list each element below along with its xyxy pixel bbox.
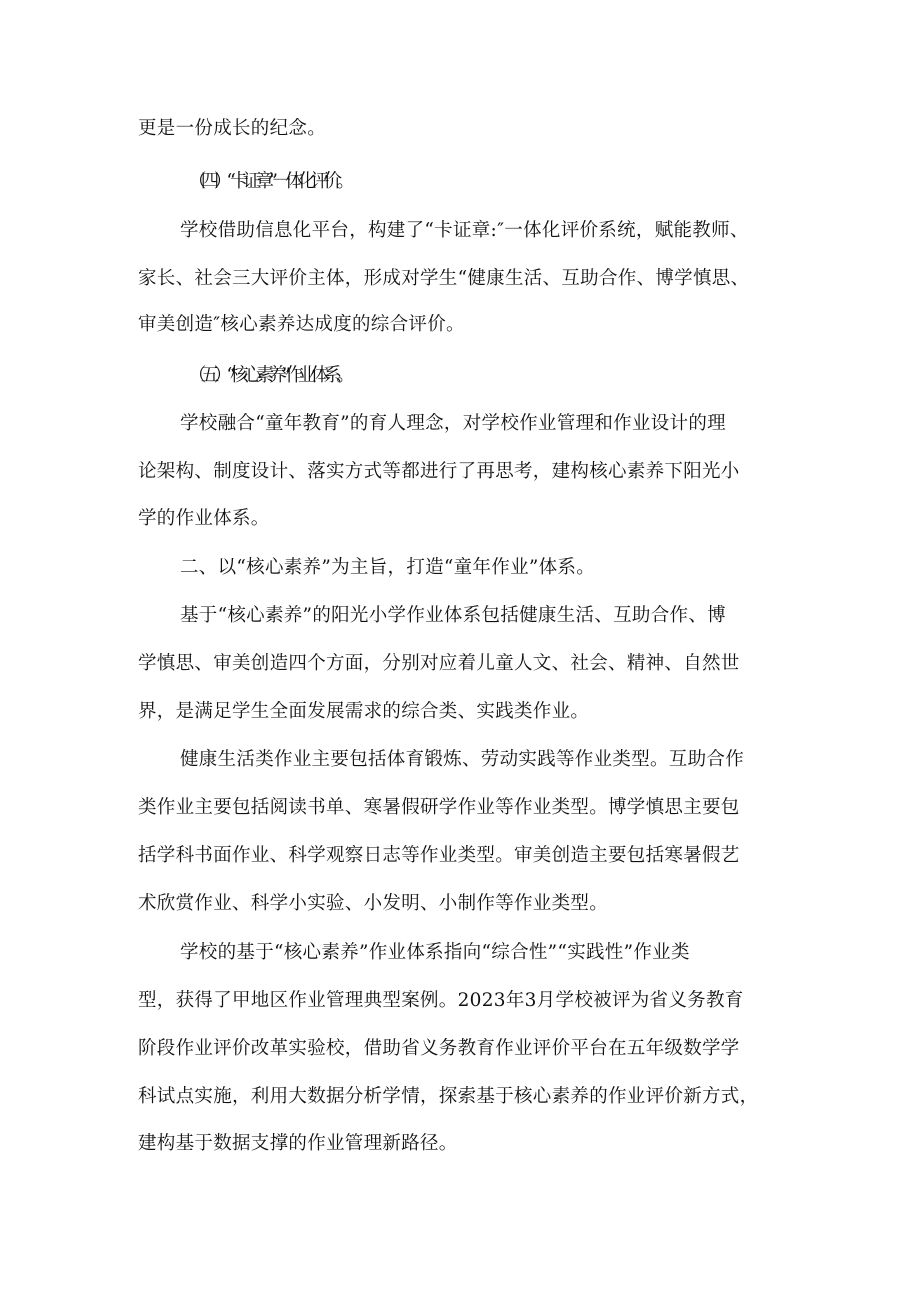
- text-line: 学校的基于“核心素养”作业体系指向“综合性”“实践性”作业类: [180, 942, 690, 963]
- text-line: 更是一份成长的纪念。: [138, 118, 327, 139]
- text-line: 括学科书面作业、科学观察日志等作业类型。审美创造主要包括寒暑假艺: [138, 845, 740, 866]
- text-line: 基于“核心素养”的阳光小学作业体系包括健康生活、互助合作、博: [180, 605, 726, 626]
- text-line: 审美创造″核心素养达成度的综合评价。: [138, 314, 465, 335]
- text-line: 建构基于数据支撑的作业管理新路径。: [138, 1133, 458, 1154]
- text-line: 科试点实施，利用大数据分析学情，探索基于核心素养的作业评价新方式，: [138, 1086, 759, 1107]
- text-line: 学校融合“童年教育”的育人理念，对学校作业管理和作业设计的理: [180, 413, 726, 434]
- section-heading: （五）“核心素养”作业体系。: [188, 365, 350, 386]
- text-line: 型，获得了甲地区作业管理典型案例。2023年3月学校被评为省义务教育: [138, 990, 744, 1011]
- text-line: 学的作业体系。: [138, 508, 270, 529]
- text-line: 论架构、制度设计、落实方式等都进行了再思考，建构核心素养下阳光小: [138, 461, 740, 482]
- text-line: 阶段作业评价改革实验校，借助省义务教育作业评价平台在五年级数学学: [138, 1038, 740, 1059]
- text-line: 家长、社会三大评价主体，形成对学生“健康生活、互助合作、博学慎思、: [138, 268, 750, 289]
- section-heading: （四）“卡证章”一体化评价。: [188, 171, 350, 192]
- section-heading: 二、以“核心素养”为主旨，打造“童年作业”体系。: [180, 557, 596, 578]
- text-line: 界，是满足学生全面发展需求的综合类、实践类作业。: [138, 701, 590, 722]
- text-line: 类作业主要包括阅读书单、寒暑假研学作业等作业类型。博学慎思主要包: [138, 797, 740, 818]
- text-line: 学慎思、审美创造四个方面，分别对应着儿童人文、社会、精神、自然世: [138, 653, 740, 674]
- text-line: 学校借助信息化平台，构建了“卡证章:″一体化评价系统，赋能教师、: [180, 220, 749, 241]
- text-line: 健康生活类作业主要包括体育锻炼、劳动实践等作业类型。互助合作: [180, 749, 745, 770]
- text-line: 术欣赏作业、科学小实验、小发明、小制作等作业类型。: [138, 893, 609, 914]
